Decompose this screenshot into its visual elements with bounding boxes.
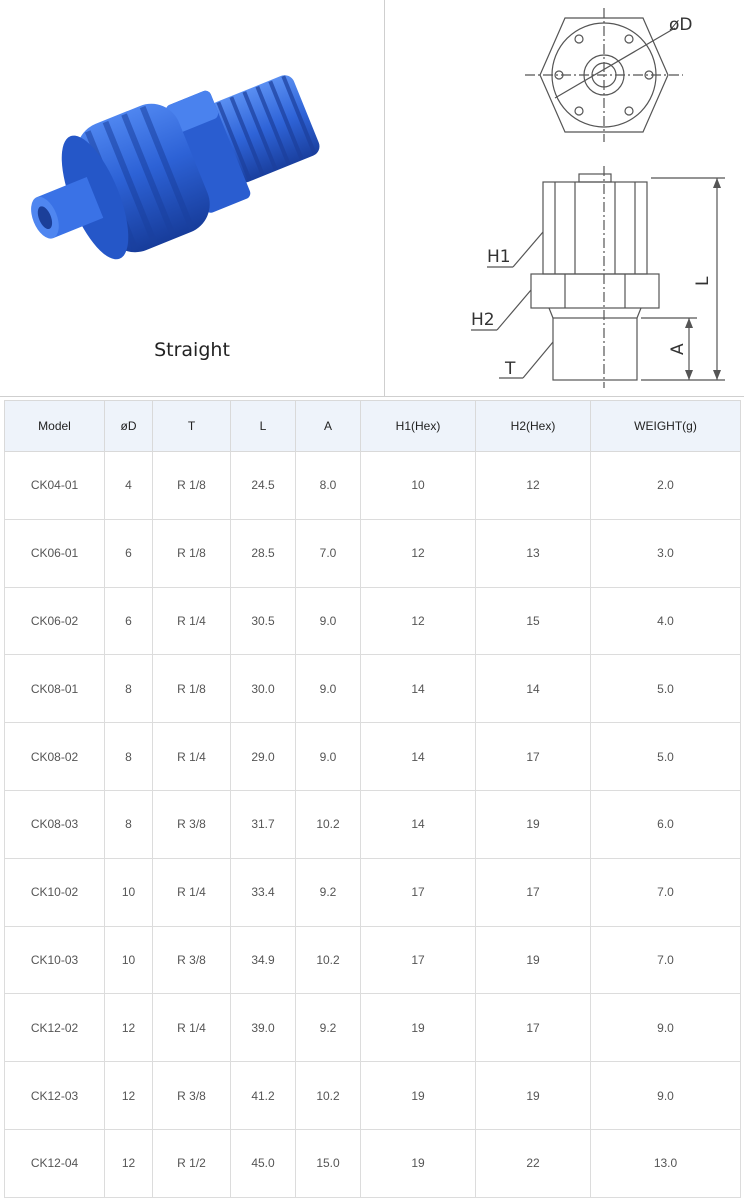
col-header-weight: WEIGHT(g) xyxy=(591,401,741,452)
cell-h2: 22 xyxy=(476,1129,591,1197)
dim-label-od: øD xyxy=(669,15,693,35)
col-header-od: øD xyxy=(105,401,153,452)
cell-od: 12 xyxy=(105,1062,153,1130)
cell-a: 10.2 xyxy=(296,790,361,858)
table-row xyxy=(5,858,741,926)
cell-weight: 7.0 xyxy=(591,926,741,994)
cell-l: 31.7 xyxy=(231,790,296,858)
cell-model: CK08-03 xyxy=(5,790,105,858)
cell-h1: 14 xyxy=(361,723,476,791)
technical-drawing xyxy=(385,0,744,396)
cell-weight: 6.0 xyxy=(591,790,741,858)
cell-a: 9.2 xyxy=(296,858,361,926)
col-header-t: T xyxy=(153,401,231,452)
cell-h1: 17 xyxy=(361,926,476,994)
table-row xyxy=(5,790,741,858)
cell-model: CK08-01 xyxy=(5,655,105,723)
cell-a: 8.0 xyxy=(296,452,361,520)
cell-t: R 1/8 xyxy=(153,452,231,520)
cell-model: CK06-02 xyxy=(5,587,105,655)
cell-t: R 1/4 xyxy=(153,723,231,791)
cell-a: 9.0 xyxy=(296,587,361,655)
cell-weight: 5.0 xyxy=(591,723,741,791)
cell-model: CK04-01 xyxy=(5,452,105,520)
cell-h1: 12 xyxy=(361,587,476,655)
cell-od: 4 xyxy=(105,452,153,520)
cell-weight: 5.0 xyxy=(591,655,741,723)
cell-a: 7.0 xyxy=(296,519,361,587)
cell-t: R 3/8 xyxy=(153,926,231,994)
spec-table xyxy=(4,400,741,1198)
cell-h2: 13 xyxy=(476,519,591,587)
cell-weight: 2.0 xyxy=(591,452,741,520)
cell-l: 29.0 xyxy=(231,723,296,791)
table-row xyxy=(5,994,741,1062)
col-header-l: L xyxy=(231,401,296,452)
cell-h1: 14 xyxy=(361,790,476,858)
cell-a: 9.2 xyxy=(296,994,361,1062)
cell-l: 45.0 xyxy=(231,1129,296,1197)
cell-h2: 15 xyxy=(476,587,591,655)
cell-h1: 14 xyxy=(361,655,476,723)
cell-weight: 3.0 xyxy=(591,519,741,587)
cell-h2: 19 xyxy=(476,926,591,994)
col-header-h2: H2(Hex) xyxy=(476,401,591,452)
cell-od: 10 xyxy=(105,858,153,926)
cell-t: R 1/4 xyxy=(153,994,231,1062)
cell-t: R 3/8 xyxy=(153,1062,231,1130)
cell-od: 12 xyxy=(105,1129,153,1197)
cell-weight: 13.0 xyxy=(591,1129,741,1197)
cell-l: 33.4 xyxy=(231,858,296,926)
cell-a: 9.0 xyxy=(296,723,361,791)
cell-t: R 1/8 xyxy=(153,655,231,723)
cell-od: 6 xyxy=(105,519,153,587)
table-row xyxy=(5,926,741,994)
cell-l: 34.9 xyxy=(231,926,296,994)
cell-a: 9.0 xyxy=(296,655,361,723)
dim-label-h2: H2 xyxy=(471,310,495,330)
col-header-model: Model xyxy=(5,401,105,452)
cell-t: R 3/8 xyxy=(153,790,231,858)
table-row xyxy=(5,452,741,520)
table-body xyxy=(5,452,741,1198)
cell-l: 39.0 xyxy=(231,994,296,1062)
cell-weight: 4.0 xyxy=(591,587,741,655)
product-photo xyxy=(30,60,360,280)
cell-model: CK06-01 xyxy=(5,519,105,587)
cell-h2: 19 xyxy=(476,790,591,858)
product-caption: Straight xyxy=(154,339,230,361)
cell-a: 10.2 xyxy=(296,926,361,994)
header-divider-horizontal xyxy=(0,396,744,397)
cell-od: 10 xyxy=(105,926,153,994)
cell-od: 8 xyxy=(105,790,153,858)
cell-model: CK12-03 xyxy=(5,1062,105,1130)
cell-h2: 17 xyxy=(476,994,591,1062)
cell-a: 15.0 xyxy=(296,1129,361,1197)
dim-label-l: L xyxy=(693,276,713,286)
cell-l: 41.2 xyxy=(231,1062,296,1130)
cell-h1: 17 xyxy=(361,858,476,926)
table-row xyxy=(5,723,741,791)
cell-h1: 12 xyxy=(361,519,476,587)
cell-t: R 1/8 xyxy=(153,519,231,587)
cell-h1: 19 xyxy=(361,1129,476,1197)
cell-h2: 12 xyxy=(476,452,591,520)
cell-l: 24.5 xyxy=(231,452,296,520)
cell-od: 6 xyxy=(105,587,153,655)
cell-model: CK12-02 xyxy=(5,994,105,1062)
product-header xyxy=(0,0,744,396)
cell-h1: 10 xyxy=(361,452,476,520)
cell-model: CK08-02 xyxy=(5,723,105,791)
cell-od: 8 xyxy=(105,655,153,723)
cell-t: R 1/2 xyxy=(153,1129,231,1197)
cell-model: CK10-03 xyxy=(5,926,105,994)
cell-h2: 17 xyxy=(476,723,591,791)
dim-label-h1: H1 xyxy=(487,247,511,267)
cell-weight: 9.0 xyxy=(591,1062,741,1130)
cell-h1: 19 xyxy=(361,994,476,1062)
col-header-h1: H1(Hex) xyxy=(361,401,476,452)
table-row xyxy=(5,587,741,655)
dim-label-t: T xyxy=(505,359,516,379)
cell-a: 10.2 xyxy=(296,1062,361,1130)
cell-weight: 9.0 xyxy=(591,994,741,1062)
table-row xyxy=(5,655,741,723)
cell-l: 30.0 xyxy=(231,655,296,723)
cell-t: R 1/4 xyxy=(153,587,231,655)
table-row xyxy=(5,1129,741,1197)
cell-t: R 1/4 xyxy=(153,858,231,926)
cell-h2: 14 xyxy=(476,655,591,723)
table-row xyxy=(5,519,741,587)
cell-od: 12 xyxy=(105,994,153,1062)
table-header-row xyxy=(5,401,741,452)
cell-model: CK12-04 xyxy=(5,1129,105,1197)
cell-h2: 17 xyxy=(476,858,591,926)
cell-model: CK10-02 xyxy=(5,858,105,926)
dim-label-a: A xyxy=(668,343,688,355)
cell-od: 8 xyxy=(105,723,153,791)
col-header-a: A xyxy=(296,401,361,452)
cell-weight: 7.0 xyxy=(591,858,741,926)
cell-l: 30.5 xyxy=(231,587,296,655)
cell-h1: 19 xyxy=(361,1062,476,1130)
cell-l: 28.5 xyxy=(231,519,296,587)
table-row xyxy=(5,1062,741,1130)
cell-h2: 19 xyxy=(476,1062,591,1130)
